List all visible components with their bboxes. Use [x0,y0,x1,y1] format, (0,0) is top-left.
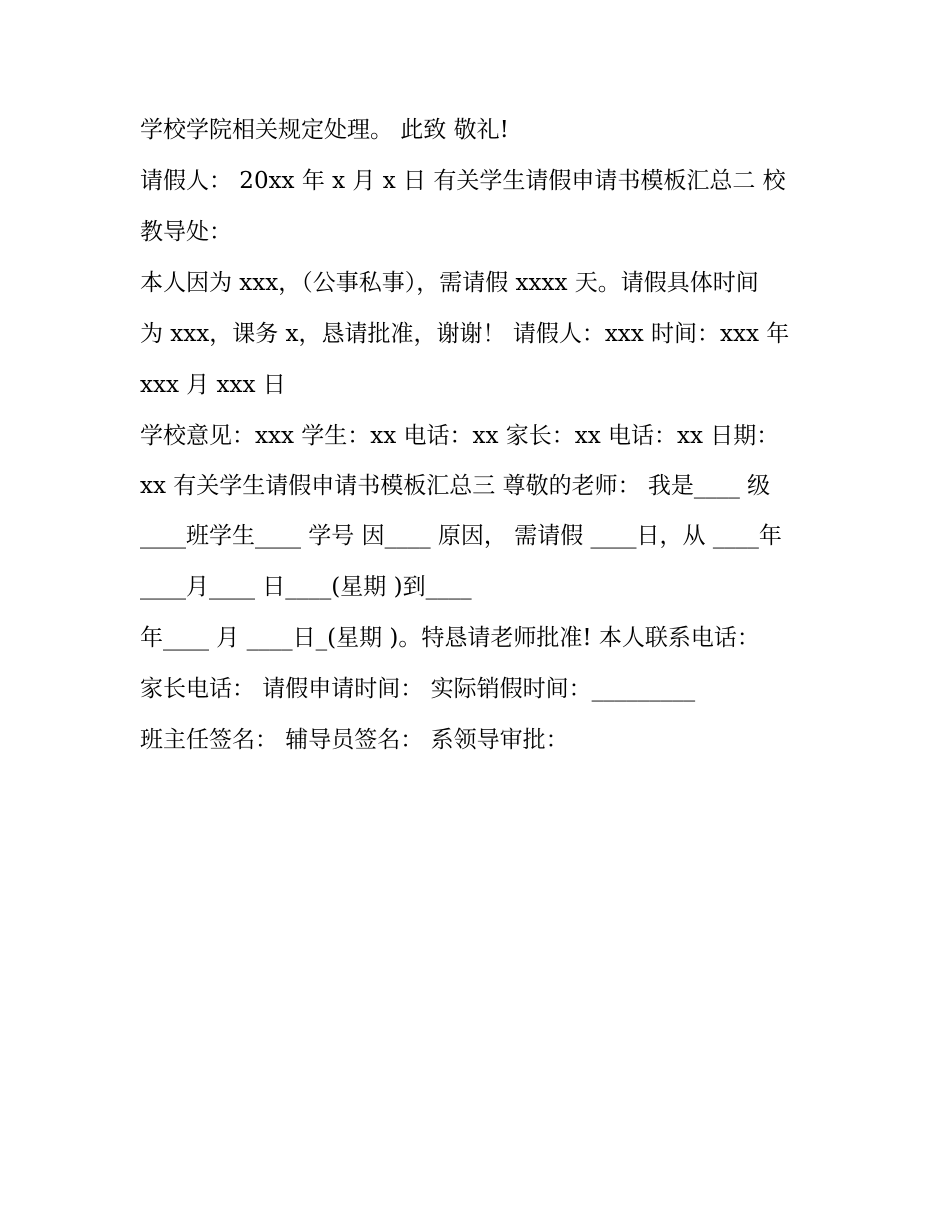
text-line: ____月____ 日____(星期 )到____ [140,574,472,600]
text-line: 班主任签名： 辅导员签名： 系领导审批： [140,727,569,753]
text-line: xx 有关学生请假申请书模板汇总三 尊敬的老师： 我是____ 级 [140,473,771,499]
text-line: 本人因为 xxx，（公事私事），需请假 xxxx 天。请假具体时间 [140,270,759,296]
text-line: 学校学院相关规定处理。 此致 敬礼! [140,117,509,143]
text-line: 请假人： 20xx 年 x 月 x 日 有关学生请假申请书模板汇总二 校 [140,168,786,194]
text-line: ____班学生____ 学号 因____ 原因， 需请假 ____日，从 ____年 [140,523,782,549]
text-line: 教导处： [140,219,232,245]
text-line: xxx 月 xxx 日 [140,372,286,398]
text-line: 为 xxx，课务 x，恳请批准，谢谢！ 请假人：xxx 时间：xxx 年 [140,321,790,347]
text-line: 年____ 月 ____日_(星期 )。特恳请老师批准! 本人联系电话： [140,625,760,651]
text-line: 学校意见：xxx 学生：xx 电话：xx 家长：xx 电话：xx 日期： [140,423,780,449]
text-line: 家长电话： 请假申请时间： 实际销假时间：_________ [140,676,696,702]
